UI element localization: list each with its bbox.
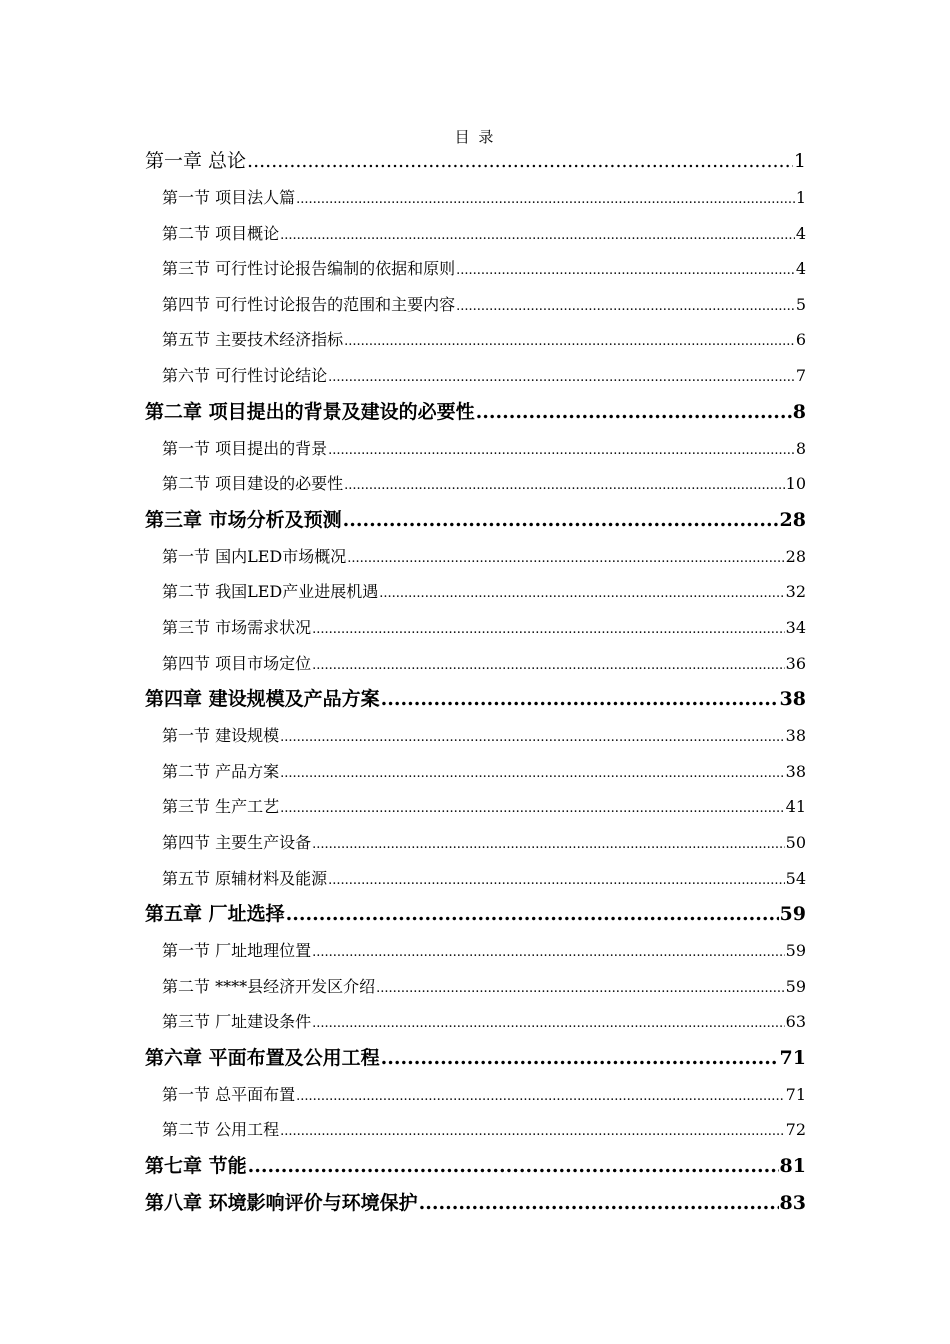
dot-leader	[379, 576, 784, 612]
toc-entry-label: 第三节 生产工艺	[162, 797, 280, 817]
toc-entry-label: 第一节 项目提出的背景	[162, 438, 328, 458]
toc-entry-label: 第一节 项目法人篇	[162, 188, 296, 207]
toc-page-number: 59	[785, 976, 806, 996]
toc-page-number: 32	[785, 582, 806, 602]
dot-leader	[381, 1040, 779, 1077]
dot-leader	[347, 541, 784, 577]
dot-leader	[419, 1185, 779, 1222]
dot-leader	[456, 289, 795, 325]
toc-entry-label: 第二节 项目概论	[162, 223, 280, 243]
toc-entry-label: 第六节 可行性讨论结论	[162, 365, 328, 385]
toc-page-number: 54	[785, 868, 806, 888]
toc-section-entry[interactable]	[145, 466, 806, 502]
dot-leader	[328, 433, 795, 469]
dot-leader	[328, 863, 785, 899]
toc-page-number: 7	[795, 365, 806, 385]
toc-entry-label: 第三节 市场需求状况	[162, 617, 312, 637]
toc-section-entry[interactable]	[145, 789, 806, 825]
dot-leader	[312, 827, 785, 863]
toc-page-number: 59	[779, 903, 806, 926]
toc-entry-label: 第二章 项目提出的背景及建设的必要性	[145, 400, 475, 423]
toc-chapter-entry[interactable]	[145, 681, 806, 718]
dot-leader	[456, 253, 795, 289]
dot-leader	[344, 324, 795, 360]
toc-page-number: 10	[785, 474, 806, 494]
toc-page-number: 38	[779, 688, 806, 711]
toc-entry-label: 第二节 ****县经济开发区介绍	[162, 976, 376, 996]
dot-leader	[344, 468, 785, 504]
dot-leader	[280, 720, 785, 756]
toc-chapter-entry[interactable]	[145, 143, 806, 180]
toc-entry-label: 第一节 厂址地理位置	[162, 941, 312, 961]
dot-leader	[280, 218, 795, 254]
toc-section-entry[interactable]	[145, 1112, 806, 1148]
toc-page-number: 41	[785, 797, 806, 817]
toc-section-entry[interactable]	[145, 754, 806, 790]
toc-entry-label: 第二节 我国LED产业进展机遇	[162, 582, 379, 602]
toc-entry-label: 第三节 厂址建设条件	[162, 1012, 312, 1032]
toc-section-entry[interactable]	[145, 969, 806, 1005]
toc-page-number: 36	[785, 653, 806, 673]
toc-entry-label: 第三章 市场分析及预测	[145, 508, 342, 531]
toc-section-entry[interactable]	[145, 574, 806, 610]
toc-chapter-entry[interactable]	[145, 896, 806, 933]
toc-page-number: 5	[795, 294, 806, 314]
toc-entry-label: 第四章 建设规模及产品方案	[145, 688, 380, 711]
toc-section-entry[interactable]	[145, 180, 806, 216]
dot-leader	[376, 971, 785, 1007]
toc-section-entry[interactable]	[145, 646, 806, 682]
toc-page-number: 8	[792, 400, 806, 423]
toc-chapter-entry[interactable]	[145, 1185, 806, 1222]
dot-leader	[312, 648, 785, 684]
table-of-contents	[145, 143, 806, 1222]
toc-section-entry[interactable]	[145, 718, 806, 754]
toc-section-entry[interactable]	[145, 539, 806, 575]
toc-section-entry[interactable]	[145, 861, 806, 897]
toc-entry-label: 第二节 产品方案	[162, 761, 280, 781]
toc-section-entry[interactable]	[145, 610, 806, 646]
toc-entry-label: 第一节 国内LED市场概况	[162, 546, 347, 566]
toc-entry-label: 第四节 项目市场定位	[162, 653, 312, 673]
toc-entry-label: 第二节 公用工程	[162, 1120, 280, 1140]
toc-page-number: 83	[779, 1192, 806, 1215]
toc-page-number: 71	[779, 1046, 806, 1069]
toc-page-number: 6	[795, 330, 806, 350]
toc-section-entry[interactable]	[145, 1077, 806, 1113]
toc-chapter-entry[interactable]	[145, 502, 806, 539]
toc-entry-label: 第一节 建设规模	[162, 726, 280, 746]
dot-leader	[312, 935, 785, 971]
dot-leader	[296, 182, 795, 218]
dot-leader	[280, 756, 785, 792]
toc-section-entry[interactable]	[145, 1004, 806, 1040]
toc-entry-label: 第三节 可行性讨论报告编制的依据和原则	[162, 259, 456, 279]
toc-section-entry[interactable]	[145, 431, 806, 467]
dot-leader	[381, 681, 779, 718]
dot-leader	[296, 1079, 785, 1115]
toc-page-number: 81	[779, 1155, 806, 1178]
toc-chapter-entry[interactable]	[145, 1148, 806, 1185]
toc-section-entry[interactable]	[145, 358, 806, 394]
toc-section-entry[interactable]	[145, 322, 806, 358]
dot-leader	[247, 143, 793, 180]
toc-entry-label: 第八章 环境影响评价与环境保护	[145, 1192, 418, 1215]
toc-section-entry[interactable]	[145, 216, 806, 252]
toc-page-number: 1	[795, 188, 806, 207]
toc-section-entry[interactable]	[145, 825, 806, 861]
toc-entry-label: 第五节 原辅材料及能源	[162, 868, 328, 888]
toc-entry-label: 第五节 主要技术经济指标	[162, 330, 344, 350]
toc-page-number: 28	[779, 508, 806, 531]
dot-leader	[328, 360, 795, 396]
toc-page-number: 72	[785, 1120, 806, 1140]
toc-page-number: 4	[795, 259, 806, 279]
toc-page-number: 38	[785, 726, 806, 746]
dot-leader	[286, 896, 779, 933]
toc-entry-label: 第四节 主要生产设备	[162, 832, 312, 852]
dot-leader	[312, 1006, 785, 1042]
toc-page-number: 50	[785, 832, 806, 852]
toc-entry-label: 第二节 项目建设的必要性	[162, 474, 344, 494]
toc-page-number: 71	[785, 1084, 806, 1104]
toc-section-entry[interactable]	[145, 933, 806, 969]
dot-leader	[476, 394, 792, 431]
toc-page-number: 34	[785, 617, 806, 637]
toc-chapter-entry[interactable]	[145, 394, 806, 431]
dot-leader	[343, 502, 779, 539]
dot-leader	[312, 612, 785, 648]
toc-entry-label: 第五章 厂址选择	[145, 903, 285, 926]
toc-page-number: 28	[785, 546, 806, 566]
toc-title: 目 录	[454, 128, 496, 146]
toc-page-number: 59	[785, 941, 806, 961]
toc-entry-label: 第七章 节能	[145, 1155, 247, 1178]
toc-page-number: 63	[785, 1012, 806, 1032]
dot-leader	[280, 1114, 785, 1150]
toc-chapter-entry[interactable]	[145, 1040, 806, 1077]
toc-entry-label: 第四节 可行性讨论报告的范围和主要内容	[162, 294, 456, 314]
toc-entry-label: 第六章 平面布置及公用工程	[145, 1046, 380, 1069]
dot-leader	[248, 1148, 779, 1185]
toc-entry-label: 第一节 总平面布置	[162, 1084, 296, 1104]
toc-page-number: 1	[793, 150, 806, 172]
toc-page-number: 8	[795, 438, 806, 458]
toc-page-number: 38	[785, 761, 806, 781]
toc-page-number: 4	[795, 223, 806, 243]
dot-leader	[280, 791, 785, 827]
toc-entry-label: 第一章 总论	[145, 150, 247, 172]
toc-section-entry[interactable]	[145, 287, 806, 323]
toc-section-entry[interactable]	[145, 251, 806, 287]
